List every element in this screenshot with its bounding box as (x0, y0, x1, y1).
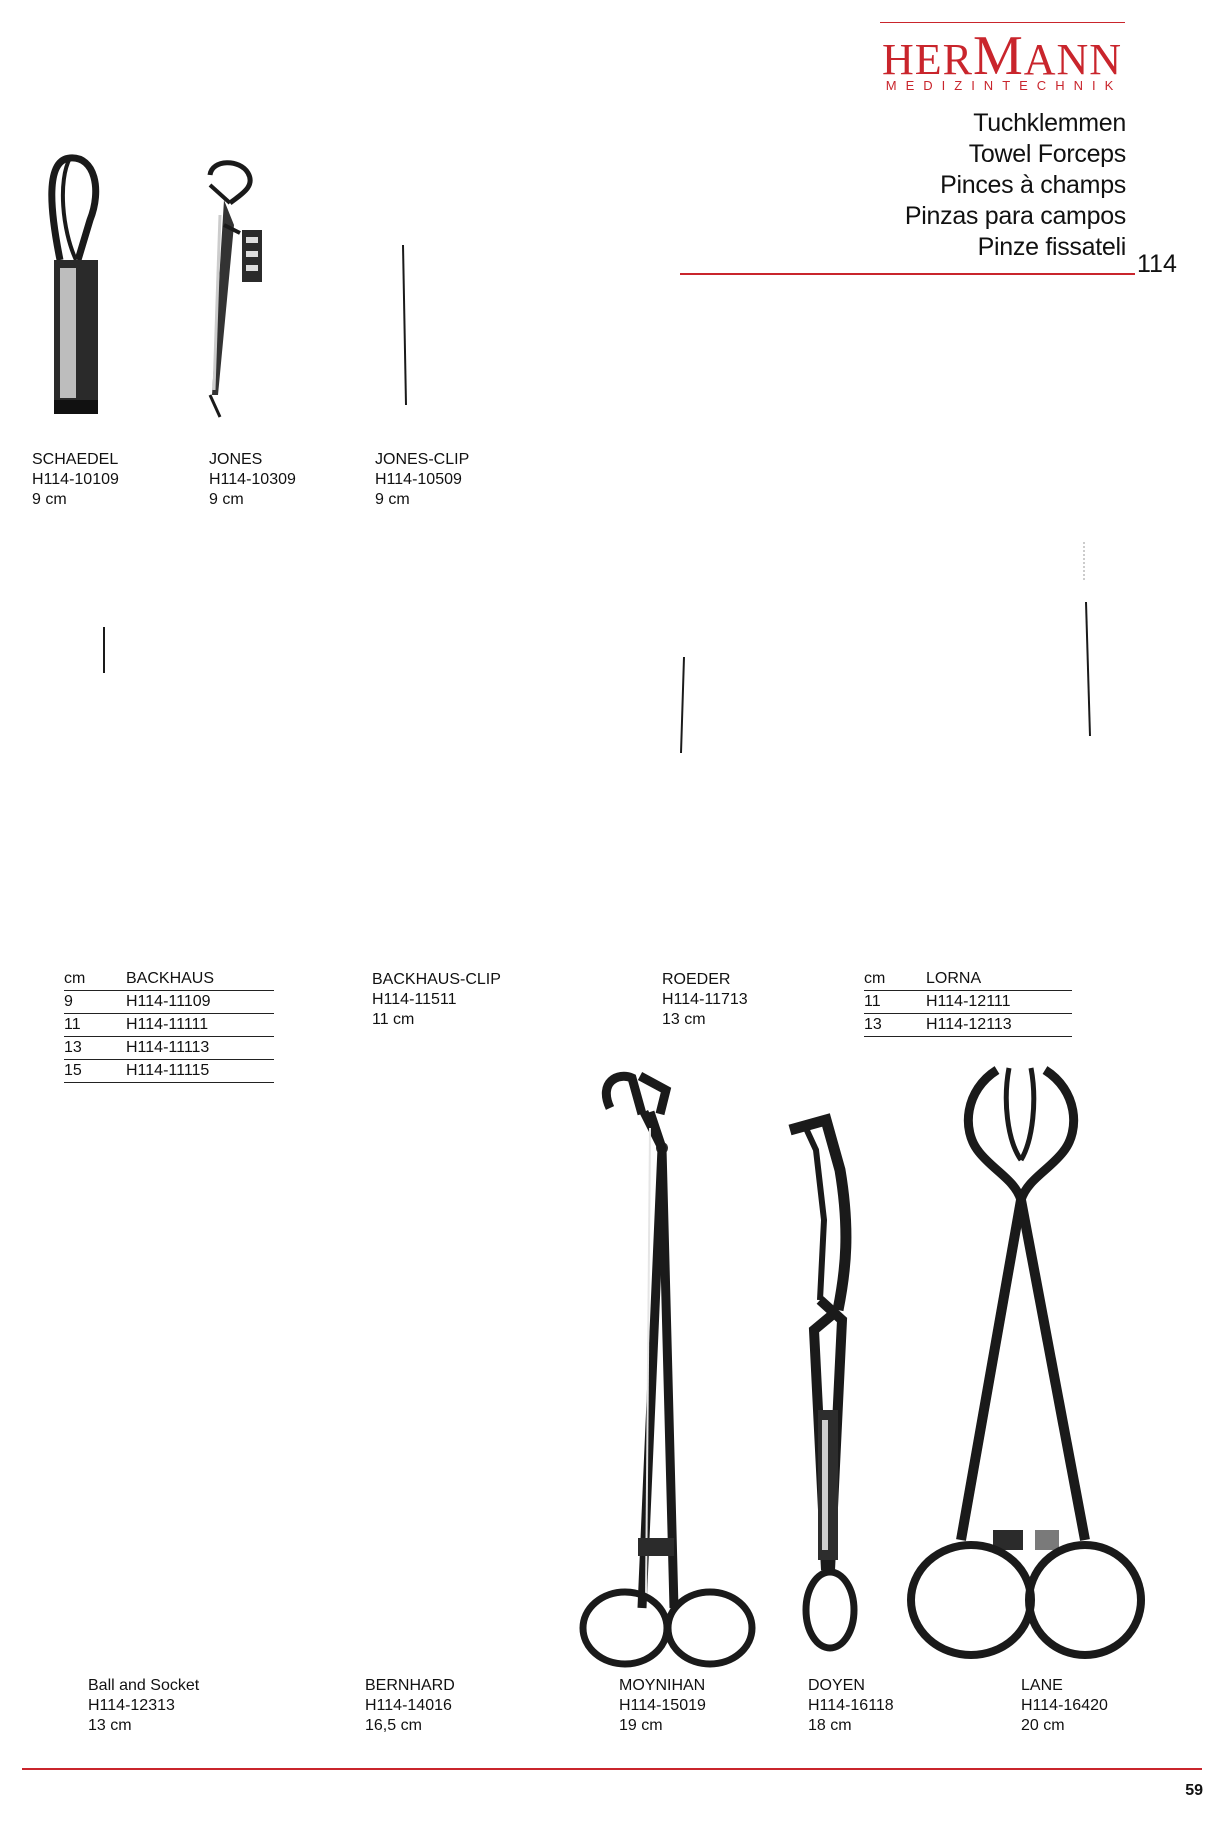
product-label-lane: LANE H114-16420 20 cm (1021, 1677, 1108, 1734)
brand-subtitle: MEDIZINTECHNIK (885, 78, 1123, 93)
doyen-forceps-image (780, 1110, 890, 1670)
product-label-jones-clip: JONES-CLIP H114-10509 9 cm (375, 451, 470, 508)
backhaus-size-table: cm BACKHAUS 9 H114-11109 11 H114-11111 13 H114-11113 15 H114-11115 (64, 968, 274, 1083)
product-label-doyen: DOYEN H114-16118 18 cm (808, 1677, 894, 1734)
product-label-jones: JONES H114-10309 9 cm (209, 451, 296, 508)
title-es: Pinzas para campos (904, 202, 1126, 230)
moynihan-forceps-image (570, 1068, 770, 1668)
jones-forceps-image (190, 155, 290, 425)
jones-clip-image (400, 240, 410, 410)
page-number: 59 (1185, 1782, 1203, 1799)
product-label-backhaus-clip: BACKHAUS-CLIP H114-11511 11 cm (372, 971, 501, 1028)
product-label-bernhard: BERNHARD H114-14016 16,5 cm (365, 1677, 455, 1734)
product-label-schaedel: SCHAEDEL H114-10109 9 cm (32, 451, 119, 508)
lorna-forceps-image (1080, 540, 1094, 740)
product-label-moynihan: MOYNIHAN H114-15019 19 cm (619, 1677, 706, 1734)
brand-logo: HERMANN (881, 25, 1123, 87)
brand-top-rule (880, 22, 1125, 23)
chapter-number: 114 (1137, 250, 1177, 278)
lane-forceps-image (905, 1060, 1155, 1670)
title-en: Towel Forceps (968, 140, 1126, 168)
title-de: Tuchklemmen (973, 109, 1126, 137)
roeder-forceps-image (678, 655, 688, 755)
title-it: Pinze fissateli (977, 233, 1126, 261)
title-fr: Pinces à champs (940, 171, 1126, 199)
product-label-roeder: ROEDER H114-11713 13 cm (662, 971, 748, 1028)
footer-divider (22, 1768, 1202, 1770)
backhaus-forceps-image (100, 625, 108, 675)
schaedel-forceps-image (40, 150, 120, 420)
lorna-size-table: cm LORNA 11 H114-12111 13 H114-12113 (864, 968, 1072, 1037)
product-label-ball-and-socket: Ball and Socket H114-12313 13 cm (88, 1677, 200, 1734)
section-titles (905, 108, 1126, 263)
header-divider (680, 273, 1135, 275)
